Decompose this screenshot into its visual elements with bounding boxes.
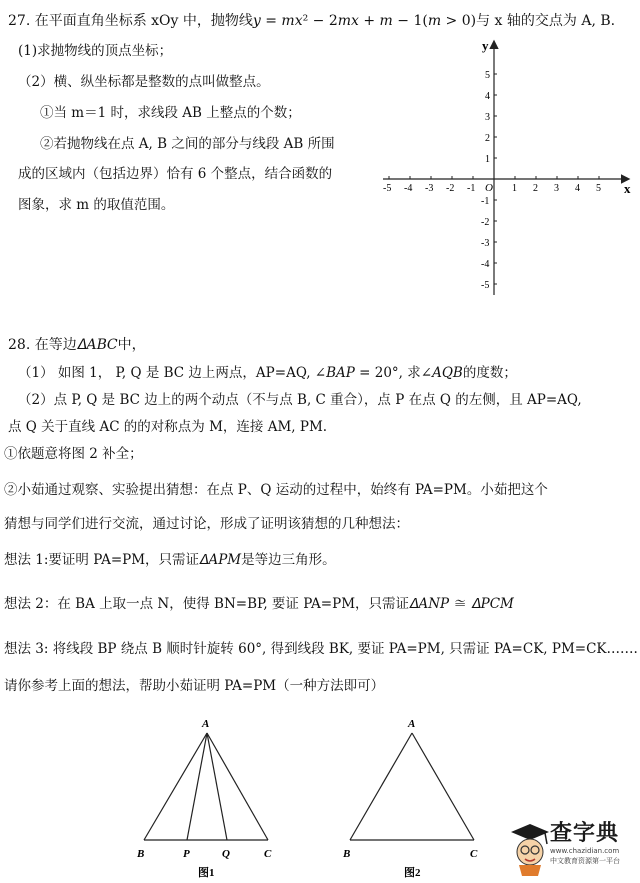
x-axis-label: x [624,181,631,196]
y-tick-label: -4 [481,259,490,270]
fig1-side-ac [207,733,268,840]
y-tick-label: -2 [481,217,490,228]
q27-line-7: 图象，求 m 的取值范围。 [18,197,175,213]
fig2-label-a: A [408,718,416,730]
q28-line-10: 想法 3: 将线段 BP 绕点 B 顺时针旋转 60°, 得到线段 BK, 要证 PA=PM, 只需证 PA=CK, PM=CK……. [4,641,638,657]
fig1-caption: 图1 [198,867,215,879]
watermark-url: www.chazidian.com [550,847,620,855]
q28-line-9: 想法 2：在 BA 上取一点 N，使得 BN=BP, 要证 PA=PM，只需证𝛥𝐴𝑁𝑃 ≅ 𝛥𝑃𝐶𝑀 [4,596,514,612]
watermark-mascot-icon [505,818,555,878]
fig2-side-ab [350,733,412,840]
watermark [550,822,640,866]
fig2-label-c: C [470,848,478,860]
x-tick-label: 3 [554,183,559,194]
q27-line-4: ①当 m＝1 时，求线段 AB 上整点的个数； [40,105,301,121]
q28-line-6: ②小茹通过观察、实验提出猜想：在点 P、Q 运动的过程中，始终有 PA=PM。小茹把这个 [4,482,548,498]
x-tick-label: 2 [533,183,538,194]
q28-line-8: 想法 1:要证明 PA=PM，只需证𝛥𝐴𝑃𝑀是等边三角形。 [4,552,336,568]
y-tick-label: 3 [485,112,490,123]
watermark-title: 查字典 [550,821,620,846]
fig1-label-p: P [183,848,190,860]
origin-label: O [485,182,493,194]
fig1-label-a: A [202,718,210,730]
y-tick-label: -5 [481,280,490,291]
x-tick-label: 4 [575,183,580,194]
x-tick-label: 1 [512,183,517,194]
q27-line-5: ②若抛物线在点 A, B 之间的部分与线段 AB 所围 [40,136,335,152]
x-tick-label: -1 [467,183,476,194]
q28-line-3: （2）点 P, Q 是 BC 边上的两个动点（不与点 B, C 重合），点 P 在点 Q 的左侧，且 AP=AQ, [18,392,582,408]
y-tick-label: -1 [481,196,490,207]
fig1-label-c: C [264,848,272,860]
q27-line-2: (1)求抛物线的顶点坐标； [18,43,173,59]
q28-line-11: 请你参考上面的想法，帮助小茹证明 PA=PM（一种方法即可） [4,678,385,694]
watermark-tagline: 中文教育资源第一平台 [550,857,620,865]
q28-line-4: 点 Q 关于直线 AC 的的对称点为 M，连接 AM, PM. [8,419,328,435]
q28-line-7: 猜想与同学们进行交流，通过讨论，形成了证明该猜想的几种想法： [4,516,409,532]
fig1-segment-aq [207,733,227,840]
q28-line-5: ①依题意将图 2 补全； [4,446,143,462]
fig2-side-ac [412,733,474,840]
q27-line-6: 成的区域内（包括边界）恰有 6 个整点，结合函数的 [18,166,333,182]
y-tick-label: 2 [485,133,490,144]
q28-line-2: （1） 如图 1， P, Q 是 BC 边上两点，AP=AQ, ∠𝐵𝐴𝑃 = 20°, 求∠𝐴𝑄𝐵的度数； [18,365,517,381]
x-tick-label: -5 [383,183,392,194]
y-tick-label: 4 [485,91,490,102]
fig2-label-b: B [343,848,351,860]
q27-line-3: （2）横、纵坐标都是整数的点叫做整点。 [18,74,270,90]
fig1-segment-ap [187,733,207,840]
x-tick-label: 5 [596,183,601,194]
y-tick-label: -3 [481,238,490,249]
y-tick-label: 5 [485,70,490,81]
q28-line-1: 28. 在等边𝛥𝐴𝐵𝐶中， [8,337,146,353]
fig1-label-b: B [137,848,145,860]
fig1-side-ab [144,733,207,840]
fig1-label-q: Q [222,848,230,860]
x-tick-label: -4 [404,183,413,194]
x-tick-label: -2 [446,183,455,194]
fig2-caption: 图2 [404,867,421,879]
y-axis-label: y [482,38,489,53]
q27-line-1: 27. 在平面直角坐标系 xOy 中，抛物线𝑦 = 𝑚𝑥² − 2𝑚𝑥 + 𝑚 − 1(𝑚 > 0)与 x 轴的交点为 A, B. [8,13,616,29]
y-tick-label: 1 [485,154,490,165]
x-tick-label: -3 [425,183,434,194]
